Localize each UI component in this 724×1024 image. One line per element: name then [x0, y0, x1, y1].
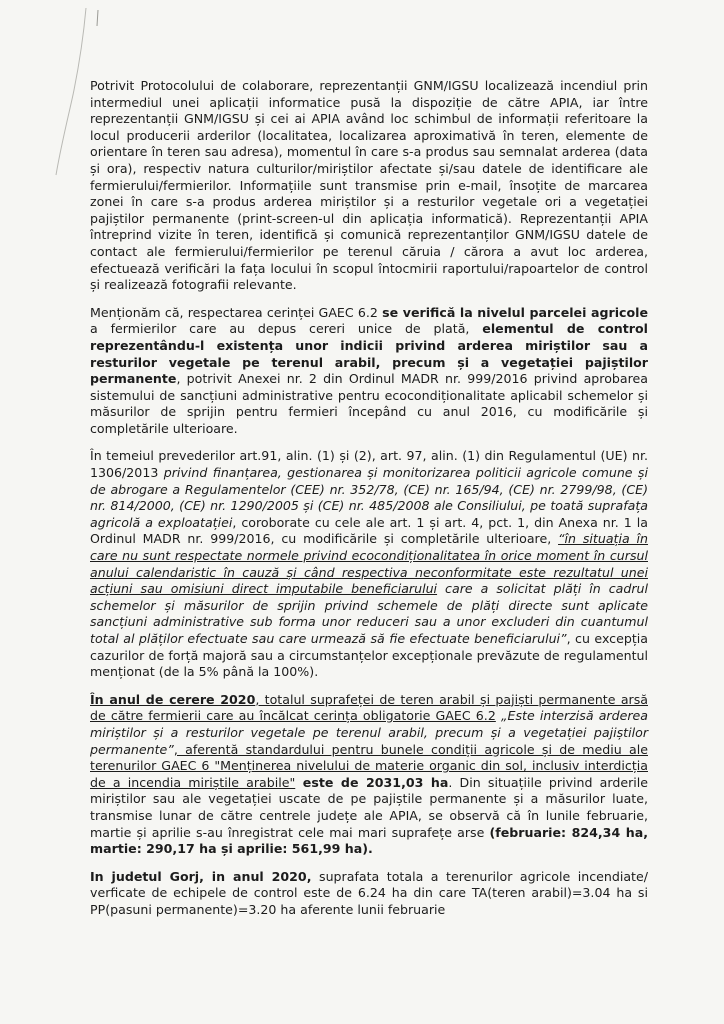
text-run: , coroborate cu cele ale art. 1 și art. 4, pct. 1, din Anexa nr. 1 la Ordinul MADR nr. 999/2016, cu modificările și completările ulterioare, — [90, 514, 648, 547]
paragraph-3 — [90, 448, 648, 680]
text-run: “în situația în care nu sunt respectate normele privind ecocondiționalitatea în orice moment în cursul anului calendaristic în cauză și când respectiva neconformitate este rezultatul unei acțiuni sau omisiuni direct imputabile beneficiarului — [90, 531, 649, 597]
paragraph-2 — [90, 305, 648, 438]
text-run: suprafata totala a terenurilor agricole incendiate/ verficate de echipele de control este de 6.24 ha din care TA(teren arabil)=3.04 ha si PP(pasuni permanente)=3.20 ha aferente lunii februarie — [90, 868, 648, 917]
text-run: , totalul suprafeței de teren arabil și pajiști permanente arsă de către fermierii care au încălcat cerința obligatorie GAEC 6.2 — [90, 691, 648, 724]
text-run: elementul de control reprezentându-l existența unor indicii privind arderea miriștilor sau a resturilor vegetale pe terenul arabil, precum și a vegetației pajiștilor permanente — [90, 321, 648, 387]
text-run: (februarie: 824,34 ha, martie: 290,17 ha și aprilie: 561,99 ha). — [90, 824, 649, 857]
text-run: se verifică la nivelul parcelei agricole — [382, 304, 649, 320]
text-run: este de 2031,03 ha — [295, 774, 449, 790]
text-run: Menționăm că, respectarea cerinței GAEC 6.2 — [90, 304, 383, 320]
text-run: , aferentă standardului pentru bunele condiții agricole și de mediu ale terenurilor GAEC 6 "Menținerea nivelului de materie organic din sol, inclusiv interdicția de a incendia miriștile arabile" — [90, 741, 648, 790]
text-run: În anul de cerere 2020 — [90, 691, 256, 707]
document-body — [90, 78, 648, 930]
paragraph-1 — [90, 78, 648, 294]
text-run: , cu excepția cazurilor de forță majoră sau a circumstanțelor excepționale prevăzute de regulamentul menționat (de la 5% până la 100%). — [90, 631, 648, 680]
text-run: , potrivit Anexei nr. 2 din Ordinul MADR nr. 999/2016 privind aprobarea sistemului de sancțiuni administrative pentru ecocondiționalitate aplicabil schemelor și măsurilor de sprijin pentru fermieri începând cu anul 2016, cu modificările și completările ulterioare. — [90, 371, 648, 436]
paragraph-4 — [90, 692, 648, 858]
text-run: In judetul Gorj, in anul 2020, — [90, 868, 312, 884]
text-run: În temeiul prevederilor art.91, alin. (1) și (2), art. 97, alin. (1) din Regulamentul (UE) nr. 1306/2013 — [90, 448, 648, 481]
text-run: Potrivit Protocolului de colaborare, reprezentanții GNM/IGSU localizează incendiul prin intermediul unei aplicații informatice pusă la dispoziție de către APIA, iar între reprezentanții GNM/IGSU și cei ai APIA având loc schimbul de informații referitoare la locul producerii arderilor (localitatea, localizarea aproximativă în teren, elemente de orientare în teren sau adresa), momentul în care s-a produs sau semnalat arderea (data și ora), respectiv natura culturilor/miriștilor afectate și/sau datele de identificare ale fermierului/fermierilor. Informațiile sunt transmise prin e-mail, însoțite de marcarea zonei în care s-a produs arderea miriștilor și a resturilor vegetale ori a vegetației pajiștilor permanente (print-screen-ul din aplicația informatică). Reprezentanții APIA întreprind vizite în teren, identifică și comunică reprezentanților GNM/IGSU datele de contact ale fermierului/fermierilor pe terenul căruia / cărora a avut loc arderea, efectuează verificări la fața locului în scopul întocmirii raportului/rapoartelor de control și realizează fotografii relevante. — [90, 78, 648, 293]
text-run: „Este interzisă arderea miriștilor și a resturilor vegetale pe terenul arabil, precum și a vegetației pajiștilor permanente” — [90, 708, 648, 757]
text-run: . Din situațiile privind arderile miriștilor sau ale vegetației uscate de pe pajiștile permanente și a măsurilor luate, transmise lunar de către centrele județe ale APIA, se observă că în lunile februarie, martie și aprilie s-au înregistrat cele mai mari suprafețe arse — [90, 774, 649, 840]
text-run: care a solicitat plăți în cadrul schemelor și măsurilor de sprijin privind schemele de plăți directe sunt aplicate sancțiuni administrative sub forma unor reduceri sau a unor excluderi din cuantumul total al plăților efectuate sau care urmează să fie efectuate beneficiarului” — [90, 581, 648, 646]
text-run: a fermierilor care au depus cereri unice de plată, — [90, 321, 483, 337]
paragraph-5 — [90, 869, 648, 919]
text-run: privind finanțarea, gestionarea și monitorizarea politicii agricole comune și de abrogare a Regulamentelor (CEE) nr. 352/78, (CE) nr. 165/94, (CE) nr. 2799/98, (CE) nr. 814/2000, (CE) nr. 1290/2005 și (CE) nr. 485/2008 ale Consiliului, pe toată suprafața agricolă a exploatației — [90, 465, 648, 530]
